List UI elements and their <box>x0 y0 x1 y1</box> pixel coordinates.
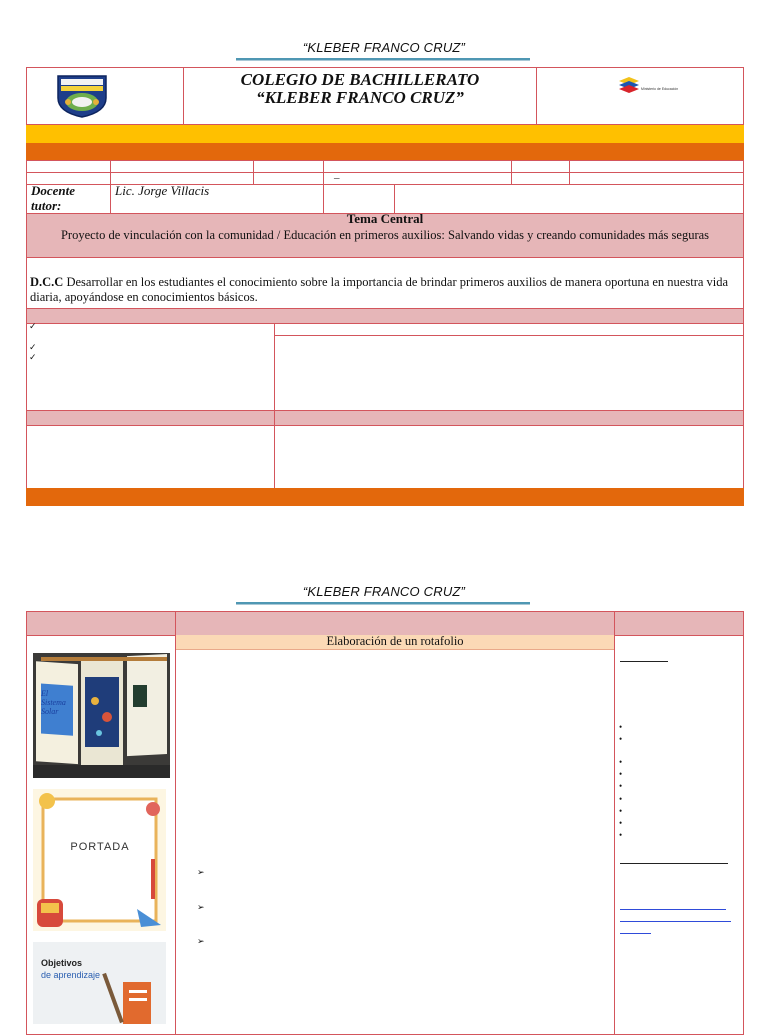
p2-right-column <box>614 635 744 1035</box>
arrow-bullet-icon: ➢ <box>197 867 205 877</box>
page1-header-title: “KLEBER FRANCO CRUZ” <box>302 40 466 55</box>
bullet-icon: • <box>619 794 623 804</box>
objetivos-image <box>33 942 166 1024</box>
bullet-icon: • <box>619 781 623 791</box>
flipchart-image-text: El Sistema Solar <box>41 689 66 716</box>
check-icon: ✓ <box>29 352 37 362</box>
bullet-icon: • <box>619 769 623 779</box>
pink-band-2-left <box>26 410 275 426</box>
school-logo <box>56 74 108 118</box>
portada-image <box>33 789 166 931</box>
bullet-icon: • <box>619 757 623 767</box>
page2-header-rule <box>236 602 530 605</box>
bullet-icon: • <box>619 734 623 744</box>
pink-band-2-right <box>274 410 744 426</box>
left-objectives-cell <box>26 323 275 411</box>
bullet-icon: • <box>619 830 623 840</box>
arrow-bullet-icon: ➢ <box>197 902 205 912</box>
p2-mid-column <box>175 635 615 1035</box>
tema-central-text: Proyecto de vinculación con la comunidad / Educación en primeros auxilios: Salvando vidas y creando comunidades más seguras <box>60 228 710 242</box>
portada-image-text: PORTADA <box>70 841 130 853</box>
yellow-band <box>26 125 744 143</box>
school-name-line2: “KLEBER FRANCO CRUZ” <box>256 88 464 107</box>
orange-band-bottom <box>26 488 744 506</box>
dcc-paragraph <box>30 275 740 305</box>
page1-header-rule <box>236 58 530 61</box>
lower-left-cell <box>26 425 275 489</box>
docente-name: Lic. Jorge Villacis <box>115 183 210 198</box>
pink-band-1 <box>26 308 744 324</box>
hyperlink-underline[interactable] <box>620 933 651 934</box>
dcc-text: Desarrollar en los estudiantes el conocimiento sobre la importancia de brindar primeros auxilios de manera oportuna en nuestra vida diaria, apoyándose en conocimientos básicos. <box>30 275 729 304</box>
tema-central-title: Tema Central <box>346 211 424 226</box>
underline-blank <box>620 661 668 662</box>
hyperlink-underline[interactable] <box>620 909 726 910</box>
docente-label: Docente tutor: <box>31 183 76 213</box>
check-icon: ✓ <box>29 342 37 352</box>
page2-header-title: “KLEBER FRANCO CRUZ” <box>302 584 466 599</box>
arrow-bullet-icon: ➢ <box>197 936 205 946</box>
ministry-text: Ministerio de Educación <box>641 87 679 91</box>
p2-header-right <box>614 611 744 636</box>
school-name-line1: COLEGIO DE BACHILLERATO <box>240 70 480 89</box>
info-dash: _ <box>334 168 340 180</box>
p2-header-left <box>26 611 176 636</box>
bullet-icon: • <box>619 806 623 816</box>
ministry-logo <box>617 75 679 95</box>
bullet-icon: • <box>619 722 623 732</box>
activity-title: Elaboración de un rotafolio <box>326 634 464 648</box>
right-content-cell <box>274 335 744 411</box>
dcc-label: D.C.C <box>30 275 64 289</box>
check-icon: ✓ <box>29 321 37 331</box>
objetivos-line1: Objetivos <box>41 958 83 968</box>
p2-header-mid <box>175 611 615 636</box>
underline-blank <box>620 863 728 864</box>
hyperlink-underline[interactable] <box>620 921 731 922</box>
flipchart-image <box>33 653 170 778</box>
objetivos-line2: de aprendizaje <box>41 970 101 980</box>
bullet-icon: • <box>619 818 623 828</box>
lower-right-cell <box>274 425 744 489</box>
orange-band-top <box>26 143 744 160</box>
